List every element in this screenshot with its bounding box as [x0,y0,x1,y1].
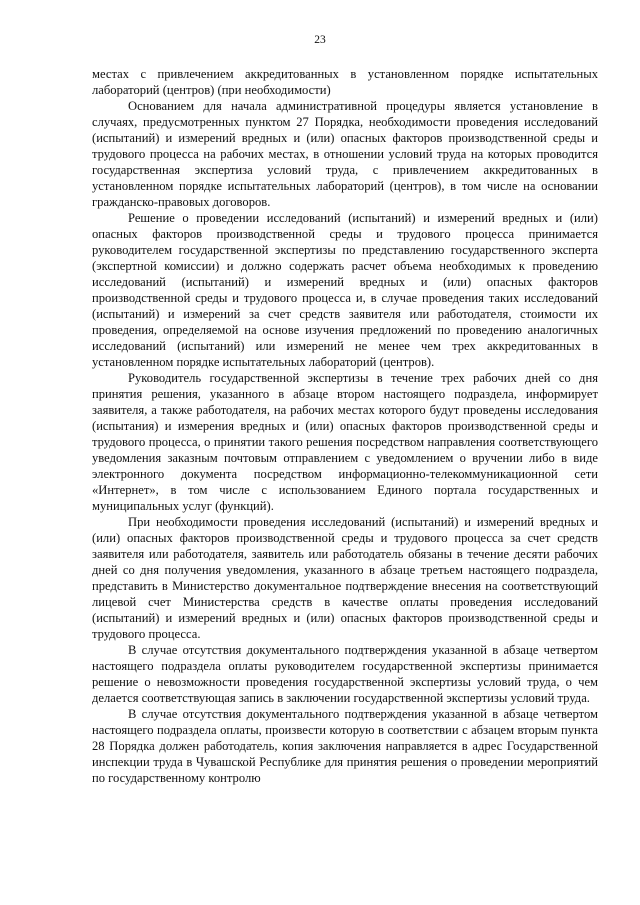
document-body [92,66,598,786]
paragraph-payment: При необходимости проведения исследований (испытаний) и измерений вредных и (или) опасных факторов производственной среды и трудового процесса за счет средств заявителя или работодателя, заявитель или работодатель обязаны в течение десяти рабочих дней со дня получения уведомления, указанного в абзаце третьем настоящего подраздела, представить в Министерство документальное подтверждение внесения на соответствующий лицевой счет Министерства средств в качестве оплаты проведения исследований (испытаний) и измерений вредных и (или) опасных факторов производственной среды и трудового процесса. [92,515,598,641]
paragraph-decision: Решение о проведении исследований (испытаний) и измерений вредных и (или) опасных факторов производственной среды и трудового процесса принимается руководителем государственной экспертизы по представлению государственного эксперта (экспертной комиссии) и должно содержать расчет объема необходимых к проведению исследований (испытаний) и измерений вредных и (или) опасных факторов производственной среды и трудового процесса и, в случае проведения таких исследований (испытаний) и измерений за счет средств заявителя или работодателя, стоимости их проведения, определяемой на основе изучения предложений по проведению аналогичных исследований (испытаний) или измерений не менее чем трех аккредитованных в установленном порядке испытательных лабораторий (центров). [92,211,598,369]
paragraph-notification: Руководитель государственной экспертизы в течение трех рабочих дней со дня принятия решения, указанного в абзаце втором настоящего подраздела, информирует заявителя, а также работодателя, на рабочих местах которого будут проведены исследования (испытания) и измерения вредных и (или) опасных факторов производственной среды и трудового процесса, о принятии такого решения посредством направления соответствующего уведомления заказным почтовым отправлением с уведомлением о вручении либо в виде электронного документа посредством информационно-телекоммуникационной сети «Интернет», в том числе с использованием Единого портала государственных и муниципальных услуг (функций). [92,371,598,513]
paragraph-no-payment-inspection: В случае отсутствия документального подтверждения указанной в абзаце четвертом настоящего подраздела оплаты, произвести которую в соответствии с абзацем вторым пункта 28 Порядка должен работодатель, копия заключения направляется в адрес Государственной инспекции труда в Чувашской Республике для принятия решения о проведении мероприятий по государственному контролю [92,707,598,785]
paragraph-basis: Основанием для начала административной процедуры является установление в случаях, предусмотренных пунктом 27 Порядка, необходимости проведения исследований (испытаний) и измерений вредных и (или) опасных факторов производственной среды и трудового процесса на рабочих местах, в отношении условий труда на которых проводится государственная экспертиза условий труда, с привлечением аккредитованных в установленном порядке испытательных лабораторий (центров), в том числе на основании гражданско-правовых договоров. [92,99,598,209]
page-number: 23 [314,34,326,46]
paragraph-continuation: местах с привлечением аккредитованных в установленном порядке испытательных лабораторий (центров) (при необходимости) [92,67,598,97]
paragraph-no-payment-refusal: В случае отсутствия документального подтверждения указанной в абзаце четвертом настоящего подраздела оплаты руководителем государственной экспертизы принимается решение о невозможности проведения государственной экспертизы условий труда, о чем делается соответствующая запись в заключении государственной экспертизы условий труда. [92,643,598,705]
